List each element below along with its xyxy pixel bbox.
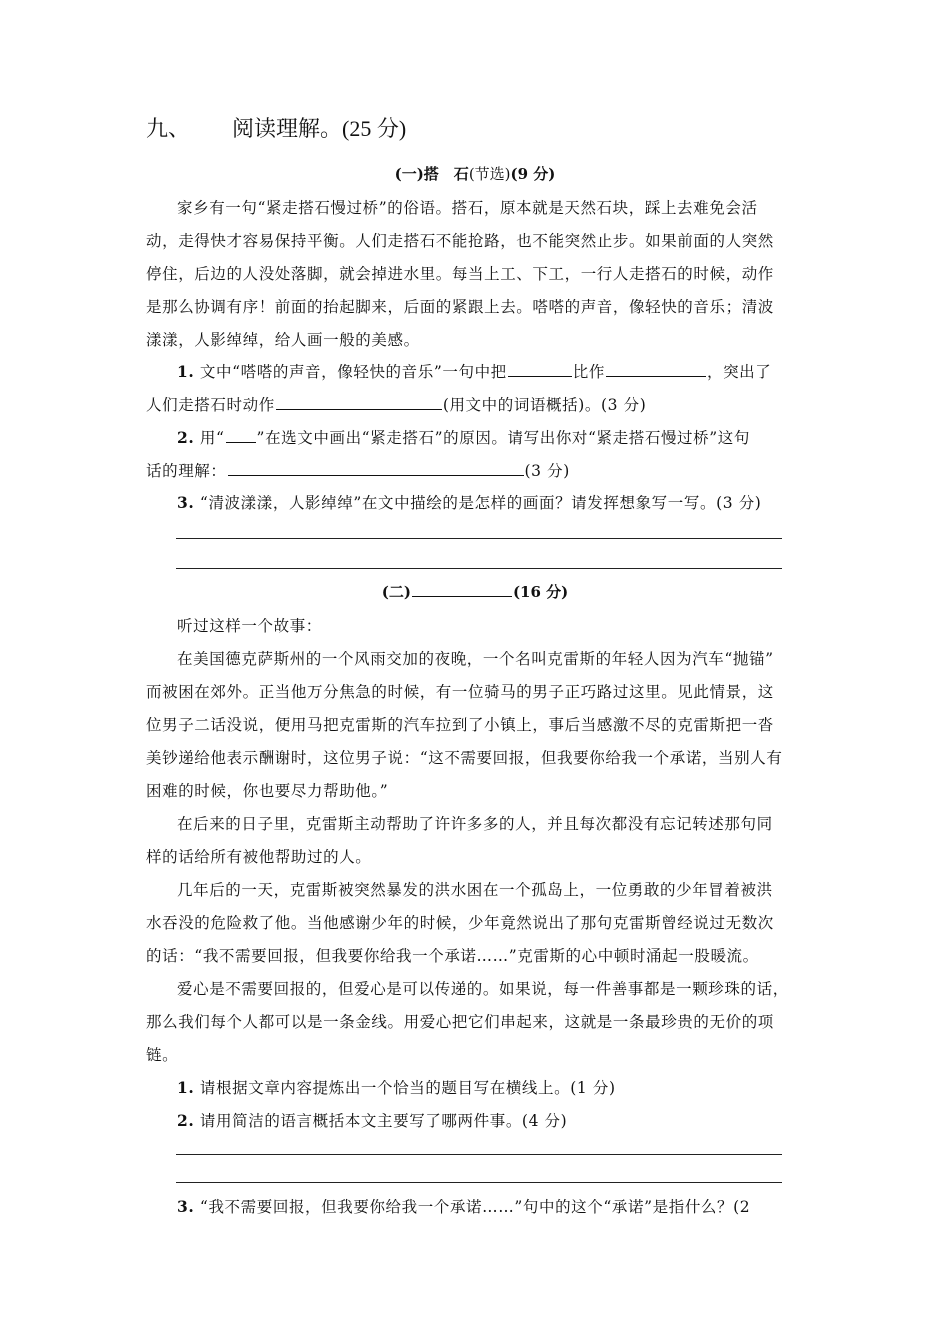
passage2-line: 的话：“我不需要回报，但我要你给我一个承诺……”克雷斯的心中顿时涌起一股暖流。 [146,947,759,965]
passage1-line: 是那么协调有序！前面的抬起脚来，后面的紧跟上去。嗒嗒的声音，像轻快的音乐；清波 [146,298,774,316]
title-blank[interactable] [412,581,512,597]
section-heading [146,112,406,143]
passage1-line: 动，走得快才容易保持平衡。人们走搭石不能抢路，也不能突然止步。如果前面的人突然 [146,232,774,250]
passage2-question-3: 3. “我不需要回报，但我要你给我一个承诺……”句中的这个“承诺”是指什么？(2 [177,1197,751,1216]
passage1-question-2: 2. 用“ ”在选文中画出“紧走搭石”的原因。请写出你对“紧走搭石慢过桥”这句 [177,428,750,447]
passage2-line: 在美国德克萨斯州的一个风雨交加的夜晚，一个名叫克雷斯的年轻人因为汽车“抛锚” [177,650,774,668]
passage2-line: 困难的时候，你也要尽力帮助他。” [146,782,389,800]
passage2-line: 爱心是不需要回报的，但爱心是可以传递的。如果说，每一件善事都是一颗珍珠的话， [177,980,789,998]
answer-blank[interactable] [508,361,572,377]
passage2-title: (二) (16 分) [381,583,569,601]
passage2-line: 样的话给所有被他帮助过的人。 [146,848,372,866]
passage1-line: 停住，后边的人没处落脚，就会掉进水里。每当上工、下工，一行人走搭石的时候，动作 [146,265,774,283]
answer-line[interactable] [176,1182,782,1183]
passage2-line: 而被困在郊外。正当他万分焦急的时候，有一位骑马的男子正巧路过这里。见此情景，这 [146,683,774,701]
answer-line[interactable] [176,1154,782,1155]
answer-line[interactable] [176,568,782,569]
passage2-line: 美钞递给他表示酬谢时，这位男子说：“这不需要回报，但我要你给我一个承诺，当别人有 [146,749,783,767]
section-title: 阅读理解。(25 分) [232,116,407,141]
passage2-line: 链。 [146,1046,179,1064]
passage1-question-1: 1. 文中“嗒嗒的声音，像轻快的音乐”一句中把 比作 ，突出了 [177,362,772,381]
answer-line[interactable] [176,538,782,539]
passage1-title-note: (节选) [468,165,511,183]
underline-mark [226,427,256,443]
passage2-question-1: 1. 请根据文章内容提炼出一个恰当的题目写在横线上。(1 分) [177,1078,616,1097]
passage2-line: 那么我们每个人都可以是一条金线。用爱心把它们串起来，这就是一条最珍贵的无价的项 [146,1013,774,1031]
passage2-title-score: (16 分) [512,583,569,601]
passage2-question-2: 2. 请用简洁的语言概括本文主要写了哪两件事。(4 分) [177,1111,568,1130]
passage1-line: 家乡有一句“紧走搭石慢过桥”的俗语。搭石，原本就是天然石块，踩上去难免会活 [177,199,758,217]
passage1-question-1-cont: 人们走搭石时动作 (用文中的词语概括)。(3 分) [146,396,647,414]
passage2-line: 几年后的一天，克雷斯被突然暴发的洪水困在一个孤岛上，一位勇敢的少年冒着被洪 [177,881,773,899]
section-number: 九、 [146,116,191,141]
passage2-line: 水吞没的危险救了他。当他感谢少年的时候，少年竟然说出了那句克雷斯曾经说过无数次 [146,914,774,932]
passage2-line: 听过这样一个故事： [177,617,322,635]
answer-blank[interactable] [606,361,706,377]
passage1-title-score: (9 分) [510,165,556,183]
passage1-question-2-cont: 话的理解： (3 分) [146,462,570,480]
passage1-line: 漾漾，人影绰绰，给人画一般的美感。 [146,331,420,349]
passage1-title: (一)搭 石(节选)(9 分) [394,165,556,183]
answer-blank[interactable] [228,460,524,476]
passage2-line: 在后来的日子里，克雷斯主动帮助了许许多多的人，并且每次都没有忘记转述那句同 [177,815,773,833]
passage1-question-3: 3. “清波漾漾，人影绰绰”在文中描绘的是怎样的画面？请发挥想象写一写。(3 分) [177,493,762,512]
passage2-line: 位男子二话没说，便用马把克雷斯的汽车拉到了小镇上，事后当感激不尽的克雷斯把一沓 [146,716,774,734]
answer-blank[interactable] [276,394,442,410]
